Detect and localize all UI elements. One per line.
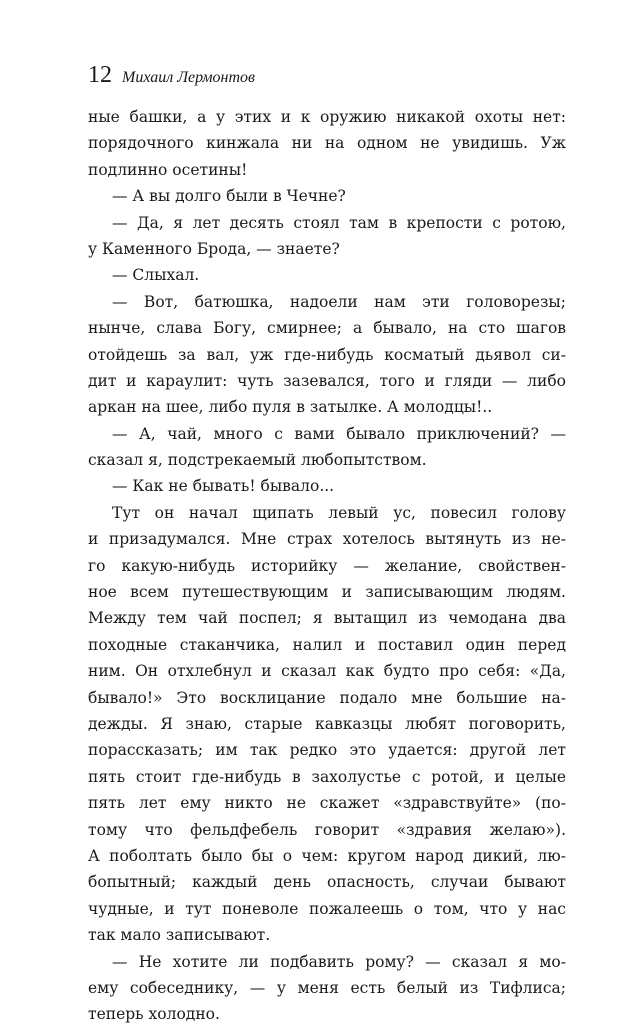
text-line: порассказать; им так редко это удается: другой лет [88,741,566,760]
page-number: 12 [88,62,112,88]
body-text [88,104,566,1028]
text-line: дежды. Я знаю, старые кавказцы любят поговорить, [88,714,566,733]
running-head [88,62,255,92]
text-line: А поболтать было бы о чем: кругом народ дикий, лю- [88,846,566,865]
text-line: так мало записывают. [88,926,271,945]
text-line: — А вы долго были в Чечне? [112,187,346,206]
text-line: нынче, слава Богу, смирнее; а бывало, на сто шагов [88,319,566,338]
text-line: у Каменного Брода, — знаете? [88,239,340,258]
text-line: ные башки, а у этих и к оружию никакой охоты нет: [88,108,566,126]
text-line: порядочного кинжала ни на одном не увидишь. Уж [88,134,566,153]
text-line: отойдешь за вал, уж где-нибудь косматый дьявол си- [88,345,566,364]
text-line: — Как не бывать! бывало... [112,477,335,496]
text-line: ное всем путешествующим и записывающим людям. [88,583,566,602]
text-line: пять стоит где-нибудь в захолустье с ротой, и целые [88,767,566,786]
running-head-author: Михаил Лермонтов [122,69,255,86]
text-line: — Слыхал. [112,266,200,285]
text-line: тому что фельдфебель говорит «здравия желаю»). [88,820,566,839]
text-line: — Не хотите ли подбавить рому? — сказал я мо- [112,952,566,971]
text-line: Тут он начал щипать левый ус, повесил голову [112,503,566,522]
text-line: дит и караулит: чуть зазевался, того и гляди — либо [88,371,566,390]
text-line: ему собеседнику, — у меня есть белый из Тифлиса; [88,978,566,997]
text-line: — Вот, батюшка, надоели нам эти головорезы; [112,292,566,311]
text-line: — Да, я лет десять стоял там в крепости с ротою, [112,213,566,232]
text-line: походные стаканчика, налил и поставил один перед [88,635,566,654]
text-line: теперь холодно. [88,1005,220,1024]
text-line: Между тем чай поспел; я вытащил из чемодана два [88,609,566,628]
text-line: и призадумался. Мне страх хотелось вытянуть из не- [88,530,566,549]
text-line: чудные, и тут поневоле пожалеешь о том, что у нас [88,899,566,918]
text-line: бопытный; каждый день опасность, случаи бывают [88,873,566,892]
text-line: подлинно осетины! [88,160,248,179]
text-line: аркан на шее, либо пуля в затылке. А молодцы!.. [88,398,493,417]
text-line: ним. Он отхлебнул и сказал как будто про себя: «Да, [88,662,566,681]
text-line: — А, чай, много с вами бывало приключений? — [112,424,566,443]
text-line: пять лет ему никто не скажет «здравствуйте» (по- [88,794,566,813]
text-line: сказал я, подстрекаемый любопытством. [88,451,427,470]
text-line: го какую-нибудь историйку — желание, свойствен- [88,556,566,575]
text-line: бывало!» Это восклицание подало мне большие на- [88,688,566,707]
